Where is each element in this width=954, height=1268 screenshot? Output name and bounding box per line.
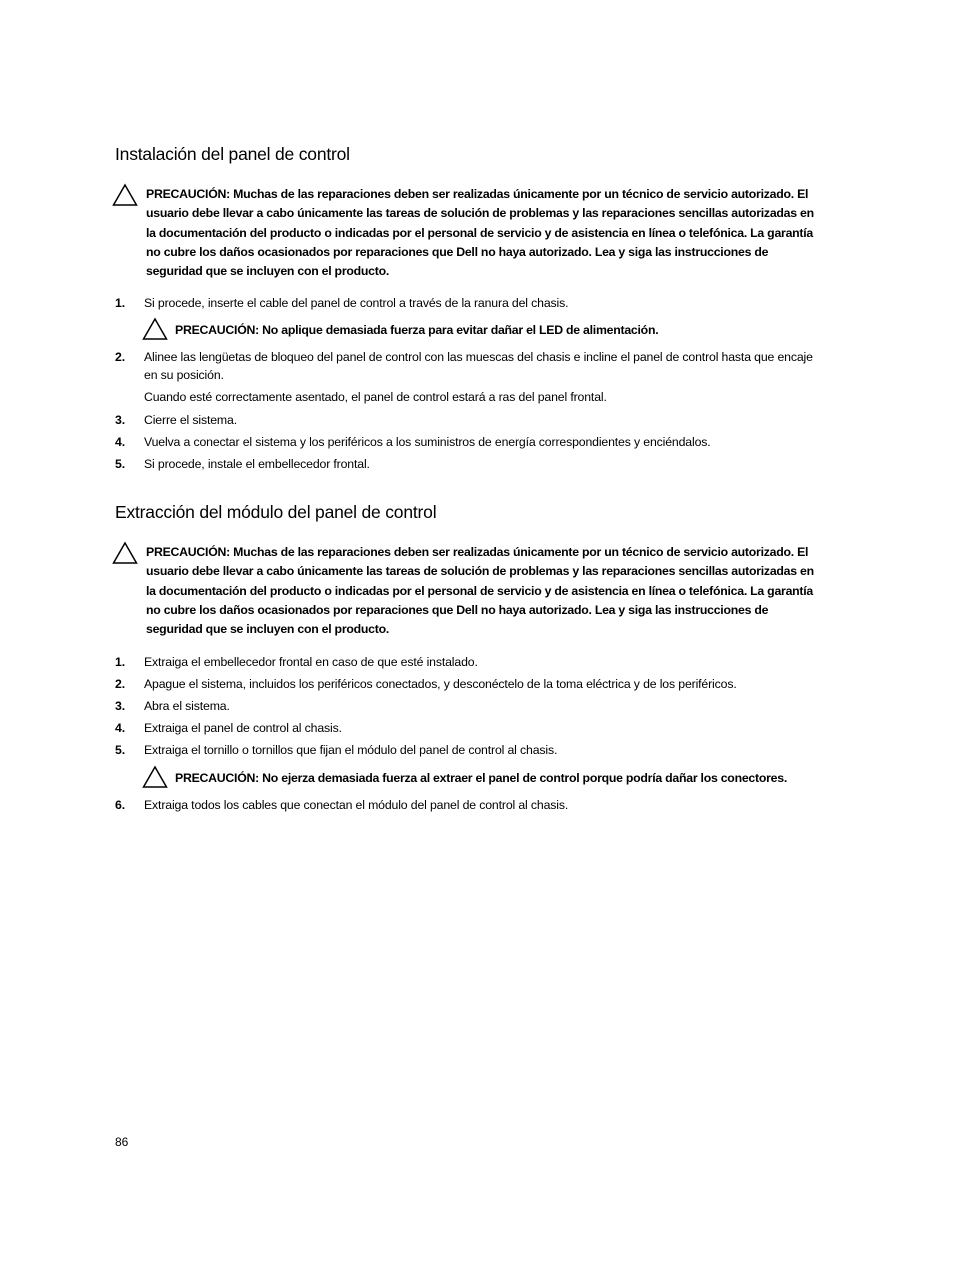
step-caution-wrapper bbox=[115, 769, 815, 788]
list-item bbox=[115, 697, 815, 715]
caution-notice bbox=[115, 185, 815, 281]
step-caution-wrapper bbox=[115, 321, 815, 340]
list-item bbox=[115, 796, 815, 814]
section-removal bbox=[115, 501, 815, 814]
list-item bbox=[115, 719, 815, 737]
step-text: Extraiga todos los cables que conectan el módulo del panel de control al chasis. bbox=[144, 798, 569, 813]
section-installation bbox=[115, 143, 815, 473]
step-number: 4. bbox=[115, 721, 125, 736]
step-text: Si procede, instale el embellecedor frontal. bbox=[144, 457, 370, 472]
step-number: 3. bbox=[115, 699, 125, 714]
caution-notice bbox=[144, 321, 815, 340]
steps-list bbox=[115, 294, 815, 473]
list-item bbox=[115, 411, 815, 429]
caution-text: PRECAUCIÓN: No aplique demasiada fuerza para evitar dañar el LED de alimentación. bbox=[175, 323, 659, 338]
step-text: Abra el sistema. bbox=[144, 699, 230, 714]
list-item bbox=[115, 653, 815, 671]
caution-notice bbox=[144, 769, 815, 788]
list-item bbox=[115, 455, 815, 473]
step-number: 2. bbox=[115, 350, 125, 365]
steps-list bbox=[115, 653, 815, 814]
step-text: Si procede, inserte el cable del panel de control a través de la ranura del chasis. bbox=[144, 296, 569, 311]
page-number: 86 bbox=[115, 1135, 129, 1149]
step-number: 3. bbox=[115, 413, 125, 428]
section-heading: Extracción del módulo del panel de control bbox=[115, 502, 437, 522]
step-text: Alinee las lengüetas de bloqueo del panel de control con las muescas del chasis e incline el panel de control hasta que encaje en su posición. bbox=[144, 350, 813, 383]
step-text: Extraiga el tornillo o tornillos que fijan el módulo del panel de control al chasis. bbox=[144, 743, 558, 758]
list-item bbox=[115, 675, 815, 693]
list-item bbox=[115, 741, 815, 759]
step-number: 1. bbox=[115, 655, 125, 670]
step-number: 2. bbox=[115, 677, 125, 692]
caution-text: PRECAUCIÓN: Muchas de las reparaciones deben ser realizadas únicamente por un técnico de servicio autorizado. El usuario debe llevar a cabo únicamente las tareas de solución de problemas y las reparaciones sencillas autorizadas en la documentación del producto o indicadas por el personal de servicio y de asistencia en línea o telefónica. La garantía no cubre los daños ocasionados por reparaciones que Dell no haya autorizado. Lea y siga las instrucciones de seguridad que se incluyen con el producto. bbox=[146, 545, 814, 637]
list-item bbox=[115, 348, 815, 384]
step-text: Extraiga el panel de control al chasis. bbox=[144, 721, 342, 736]
step-number: 1. bbox=[115, 296, 125, 311]
step-number: 5. bbox=[115, 743, 125, 758]
step-number: 4. bbox=[115, 435, 125, 450]
warning-triangle-icon bbox=[112, 541, 138, 565]
warning-triangle-icon bbox=[142, 317, 168, 341]
step-text: Extraiga el embellecedor frontal en caso de que esté instalado. bbox=[144, 655, 478, 670]
step-text: Apague el sistema, incluidos los periféricos conectados, y desconéctelo de la toma eléctrica y de los periféricos. bbox=[144, 677, 737, 692]
caution-text: PRECAUCIÓN: Muchas de las reparaciones deben ser realizadas únicamente por un técnico de servicio autorizado. El usuario debe llevar a cabo únicamente las tareas de solución de problemas y las reparaciones sencillas autorizadas en la documentación del producto o indicadas por el personal de servicio y de asistencia en línea o telefónica. La garantía no cubre los daños ocasionados por reparaciones que Dell no haya autorizado. Lea y siga las instrucciones de seguridad que se incluyen con el producto. bbox=[146, 187, 814, 279]
list-item bbox=[115, 433, 815, 451]
warning-triangle-icon bbox=[112, 183, 138, 207]
step-text: Vuelva a conectar el sistema y los periféricos a los suministros de energía correspondientes y enciéndalos. bbox=[144, 435, 711, 450]
caution-notice bbox=[115, 543, 815, 639]
step-number: 5. bbox=[115, 457, 125, 472]
step-text: Cierre el sistema. bbox=[144, 413, 237, 428]
warning-triangle-icon bbox=[142, 765, 168, 789]
section-heading: Instalación del panel de control bbox=[115, 144, 350, 164]
step-number: 6. bbox=[115, 798, 125, 813]
step-note: Cuando esté correctamente asentado, el panel de control estará a ras del panel frontal. bbox=[144, 390, 607, 405]
caution-text: PRECAUCIÓN: No ejerza demasiada fuerza al extraer el panel de control porque podría dañar los conectores. bbox=[175, 771, 787, 786]
list-item bbox=[115, 294, 815, 312]
